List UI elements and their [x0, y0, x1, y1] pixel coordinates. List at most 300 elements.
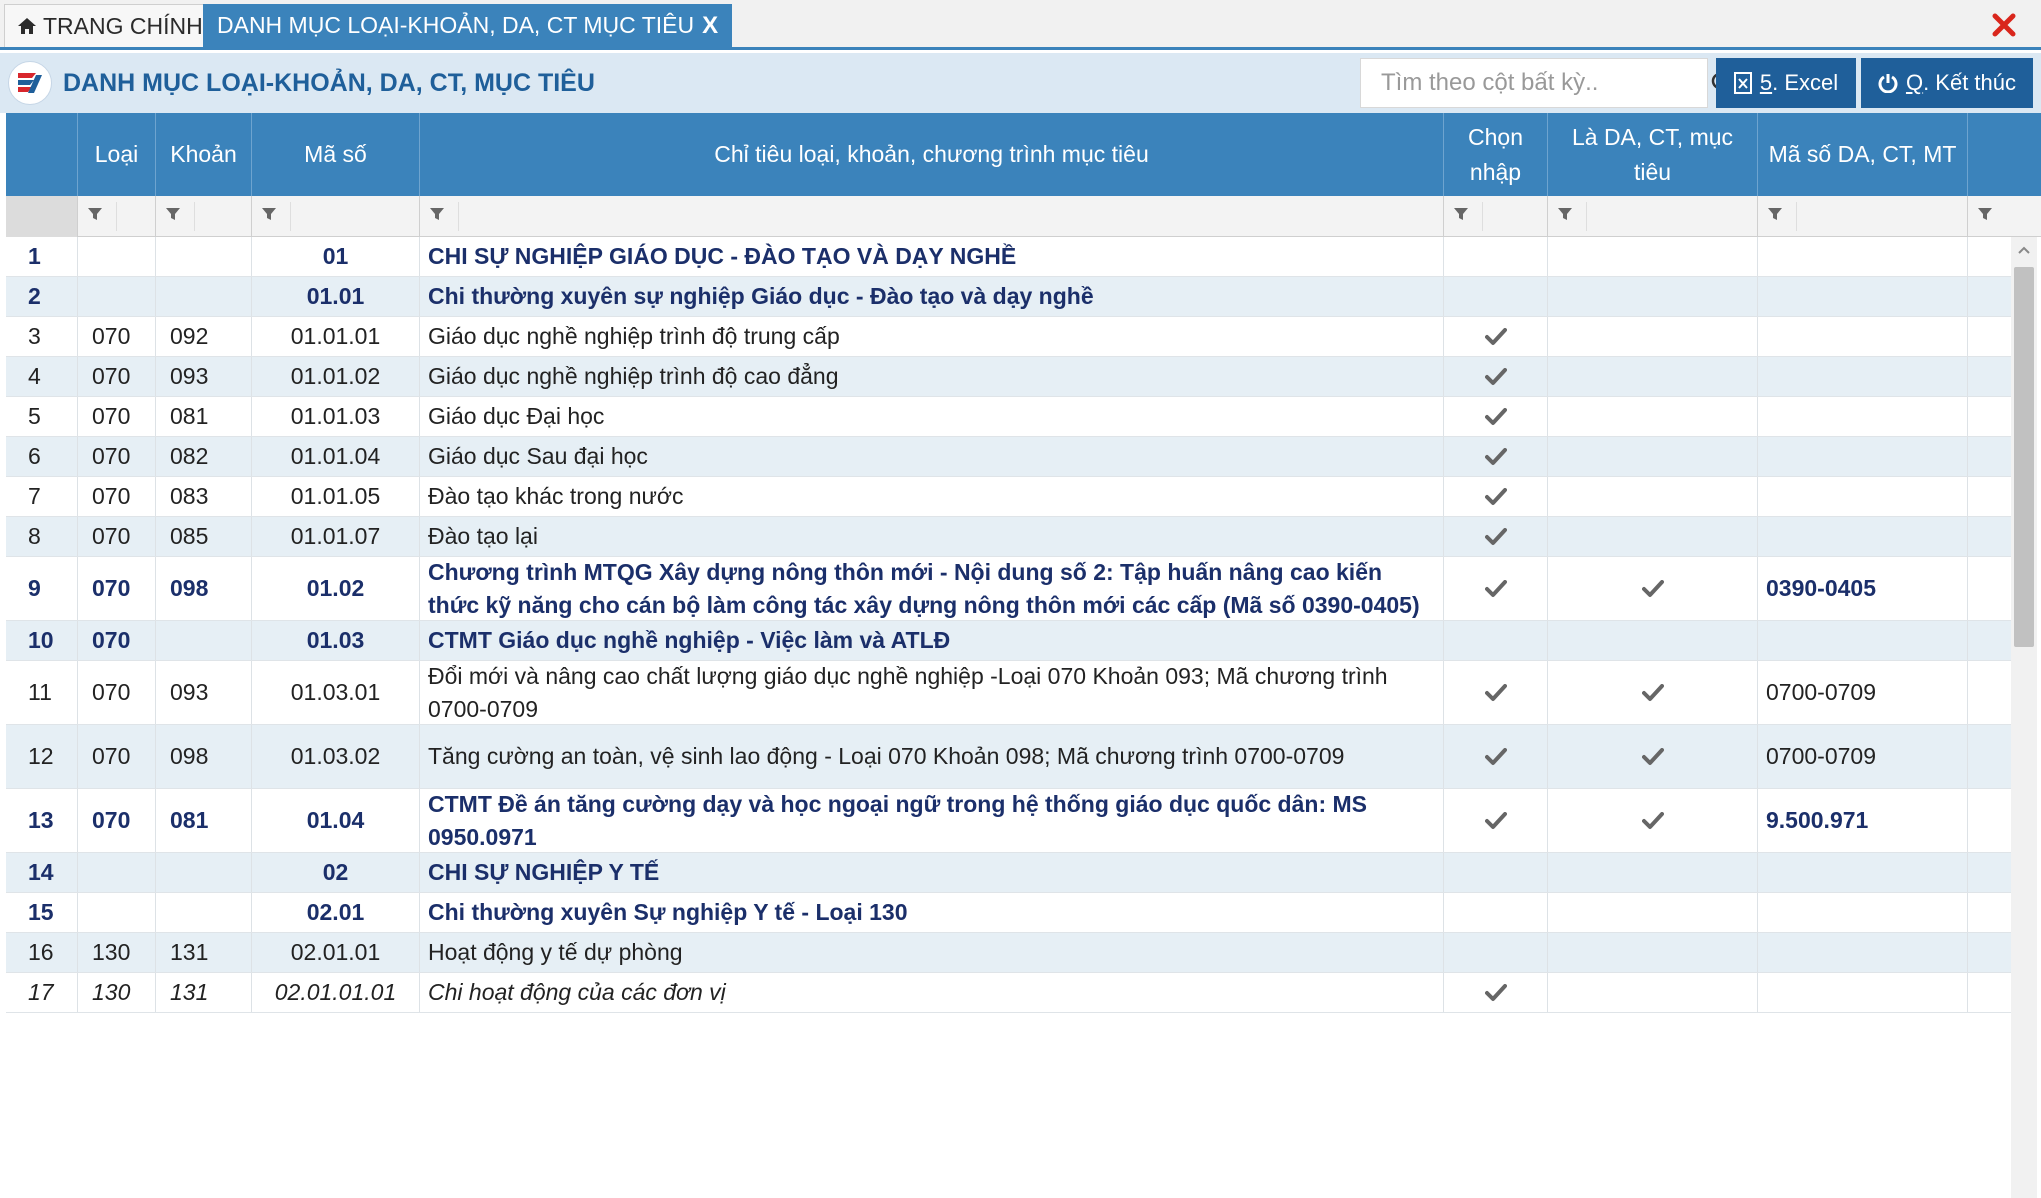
tab-home-label: TRANG CHÍNH: [43, 12, 203, 39]
cell-ma-so-da: [1758, 317, 1968, 356]
cell-chon-nhap: [1444, 437, 1548, 476]
cell-ma-so-text: 01.01.07: [290, 523, 381, 549]
cell-chi-tieu-text: Giáo dục Đại học: [428, 403, 605, 429]
cell-extra: [1968, 237, 2013, 276]
cell-khoan-text: 083: [170, 483, 209, 509]
cell-ma-so-da: [1758, 277, 1968, 316]
excel-export-button[interactable]: [1716, 58, 1856, 108]
cell-stt-text: 13: [28, 807, 54, 833]
cell-loai-text: 130: [92, 979, 131, 1005]
cell-chi-tieu-text: CTMT Đề án tăng cường dạy và học ngoại ngữ trong hệ thống giáo dục quốc dân: MS 0950.0971: [428, 790, 1367, 850]
cell-stt-text: 4: [28, 363, 41, 389]
col-header-ma-so[interactable]: Mã số: [252, 113, 420, 196]
cell-khoan: [156, 397, 252, 436]
cell-ma-so-text: 01.04: [306, 807, 365, 833]
grid-body: [6, 237, 2013, 1198]
cell-extra: [1968, 725, 2013, 788]
cell-khoan-text: 082: [170, 443, 209, 469]
cell-khoan-text: 098: [170, 743, 209, 769]
cell-chon-nhap: [1444, 893, 1548, 932]
filter-cell-ma-so-da[interactable]: [1758, 196, 1968, 237]
cell-chi-tieu-text: CTMT Giáo dục nghề nghiệp - Việc làm và ATLĐ: [428, 627, 951, 653]
cell-chi-tieu-text: Giáo dục nghề nghiệp trình độ cao đẳng: [428, 363, 839, 389]
cell-ma-so-da-text: 0700-0709: [1766, 679, 1876, 705]
check-icon: [1642, 812, 1664, 830]
cell-ma-so-text: 01.01.02: [290, 363, 381, 389]
cell-extra: [1968, 317, 2013, 356]
cell-chi-tieu: [420, 437, 1444, 476]
cell-ma-so: [252, 973, 420, 1012]
excel-button-label: 5. Excel: [1759, 70, 1839, 95]
cell-extra: [1968, 477, 2013, 516]
cell-stt: [6, 317, 78, 356]
cell-loai-text: 070: [92, 443, 131, 469]
table-row[interactable]: [6, 973, 2013, 1013]
cell-ma-so-da: [1758, 237, 1968, 276]
filter-icon[interactable]: [165, 206, 181, 227]
cell-chi-tieu-text: CHI SỰ NGHIỆP Y TẾ: [428, 859, 660, 885]
cell-ma-so-text: 01.02: [306, 575, 365, 601]
cell-ma-so-text: 01.03.01: [290, 679, 381, 705]
cell-chi-tieu: [420, 477, 1444, 516]
filter-cell-loai[interactable]: [78, 196, 156, 237]
cell-chon-nhap: [1444, 725, 1548, 788]
cell-ma-so: [252, 477, 420, 516]
filter-cell-khoan[interactable]: [156, 196, 252, 237]
cell-stt-text: 15: [28, 899, 54, 925]
filter-cell-la-da[interactable]: [1548, 196, 1758, 237]
filter-cell-stt: [6, 196, 78, 237]
data-grid: [6, 113, 2041, 1005]
table-row[interactable]: [6, 893, 2013, 933]
table-row[interactable]: [6, 277, 2013, 317]
cell-extra: [1968, 397, 2013, 436]
cell-la-da: [1548, 973, 1758, 1012]
table-row[interactable]: [6, 437, 2013, 477]
cell-la-da: [1548, 853, 1758, 892]
table-row[interactable]: [6, 517, 2013, 557]
filter-cell-chon-nhap[interactable]: [1444, 196, 1548, 237]
cell-extra: [1968, 437, 2013, 476]
cell-extra: [1968, 933, 2013, 972]
cell-stt: [6, 893, 78, 932]
col-header-chi-tieu[interactable]: Chỉ tiêu loại, khoản, chương trình mục tiêu: [420, 113, 1444, 196]
cell-extra: [1968, 973, 2013, 1012]
cell-loai-text: 070: [92, 403, 131, 429]
cell-ma-so-da: [1758, 477, 1968, 516]
cell-la-da: [1548, 517, 1758, 556]
cell-chi-tieu-text: Chi thường xuyên sự nghiệp Giáo dục - Đào tạo và dạy nghề: [428, 283, 1094, 309]
cell-chi-tieu-text: Chương trình MTQG Xây dựng nông thôn mới - Nội dung số 2: Tập huấn nâng cao kiến thức kỹ năng cho cán bộ làm công tác xây dựng nông thôn mới các cấp (Mã số 0390-0405): [428, 558, 1420, 618]
cell-stt: [6, 853, 78, 892]
cell-khoan: [156, 437, 252, 476]
cell-stt: [6, 397, 78, 436]
cell-loai-text: 070: [92, 575, 131, 601]
cell-chon-nhap: [1444, 661, 1548, 724]
cell-loai: [78, 893, 156, 932]
cell-loai-text: 070: [92, 679, 131, 705]
cell-loai-text: 070: [92, 483, 131, 509]
filter-icon[interactable]: [261, 206, 277, 227]
cell-chi-tieu: [420, 557, 1444, 620]
cell-stt: [6, 933, 78, 972]
cell-la-da: [1548, 317, 1758, 356]
cell-la-da: [1548, 557, 1758, 620]
cell-khoan-text: 131: [170, 979, 209, 1005]
cell-stt-text: 9: [28, 575, 41, 601]
cell-khoan: [156, 933, 252, 972]
cell-chi-tieu: [420, 517, 1444, 556]
table-row[interactable]: [6, 397, 2013, 437]
table-row[interactable]: [6, 317, 2013, 357]
cell-ma-so-da: [1758, 621, 1968, 660]
cell-ma-so-text: 02.01.01: [290, 939, 381, 965]
cell-chon-nhap: [1444, 621, 1548, 660]
check-icon: [1485, 488, 1507, 506]
table-row[interactable]: [6, 933, 2013, 973]
cell-la-da: [1548, 661, 1758, 724]
cell-ma-so: [252, 237, 420, 276]
cell-extra: [1968, 357, 2013, 396]
cell-khoan: [156, 725, 252, 788]
filter-cell-chi-tieu[interactable]: [420, 196, 1444, 237]
cell-chon-nhap: [1444, 853, 1548, 892]
table-row[interactable]: [6, 237, 2013, 277]
cell-loai: [78, 277, 156, 316]
cell-chi-tieu: [420, 789, 1444, 852]
cell-stt: [6, 277, 78, 316]
search-input[interactable]: [1361, 59, 1711, 107]
check-icon: [1485, 528, 1507, 546]
cell-la-da: [1548, 437, 1758, 476]
table-row[interactable]: [6, 557, 2013, 621]
cell-ma-so-da: [1758, 933, 1968, 972]
cell-extra: [1968, 557, 2013, 620]
cell-chon-nhap: [1444, 317, 1548, 356]
cell-ma-so-text: 01.01.05: [290, 483, 381, 509]
close-window-button[interactable]: [1989, 10, 2019, 40]
cell-khoan: [156, 317, 252, 356]
cell-chon-nhap: [1444, 277, 1548, 316]
cell-loai-text: 130: [92, 939, 131, 965]
cell-la-da: [1548, 725, 1758, 788]
tab-home[interactable]: [4, 4, 216, 47]
cell-chi-tieu: [420, 621, 1444, 660]
cell-la-da: [1548, 397, 1758, 436]
filter-cell-ma-so[interactable]: [252, 196, 420, 237]
cell-chon-nhap: [1444, 517, 1548, 556]
cell-stt-text: 1: [28, 243, 41, 269]
cell-stt-text: 17: [28, 979, 54, 1005]
tab-danh-muc-label: DANH MỤC LOẠI-KHOẢN, DA, CT MỤC TIÊU: [217, 12, 695, 38]
cell-chi-tieu-text: CHI SỰ NGHIỆP GIÁO DỤC - ĐÀO TẠO VÀ DẠY NGHỀ: [428, 243, 1017, 269]
cell-chon-nhap: [1444, 397, 1548, 436]
cell-chi-tieu-text: Giáo dục Sau đại học: [428, 443, 648, 469]
cell-loai-text: 070: [92, 743, 131, 769]
col-header-la-da[interactable]: Là DA, CT, mục tiêu: [1548, 113, 1758, 196]
cell-loai: [78, 237, 156, 276]
cell-chi-tieu-text: Tăng cường an toàn, vệ sinh lao động - Loại 070 Khoản 098; Mã chương trình 0700-0709: [428, 743, 1345, 769]
cell-stt: [6, 973, 78, 1012]
cell-ma-so-da: [1758, 661, 1968, 724]
cell-ma-so-da: [1758, 397, 1968, 436]
cell-loai: [78, 621, 156, 660]
cell-extra: [1968, 853, 2013, 892]
cell-stt-text: 7: [28, 483, 41, 509]
cell-khoan: [156, 789, 252, 852]
cell-loai: [78, 557, 156, 620]
scroll-thumb[interactable]: [2014, 267, 2034, 647]
cell-ma-so: [252, 661, 420, 724]
cell-stt-text: 8: [28, 523, 41, 549]
cell-ma-so-da: [1758, 437, 1968, 476]
cell-stt: [6, 557, 78, 620]
cell-la-da: [1548, 789, 1758, 852]
cell-chon-nhap: [1444, 789, 1548, 852]
cell-loai: [78, 517, 156, 556]
cell-khoan: [156, 357, 252, 396]
cell-stt: [6, 437, 78, 476]
cell-ma-so: [252, 621, 420, 660]
cell-loai: [78, 397, 156, 436]
check-icon: [1485, 984, 1507, 1002]
col-header-chon-nhap[interactable]: Chọn nhập: [1444, 113, 1548, 196]
check-icon: [1642, 748, 1664, 766]
check-icon: [1642, 684, 1664, 702]
filter-cell-extra[interactable]: [1968, 196, 2041, 237]
cell-ma-so-da-text: 0700-0709: [1766, 743, 1876, 769]
grid-filter-row: [6, 196, 2041, 237]
cell-ma-so: [252, 789, 420, 852]
exit-button-label: Q. Kết thúc: [1905, 70, 2017, 95]
cell-khoan-text: 092: [170, 323, 209, 349]
cell-khoan-text: 093: [170, 679, 209, 705]
cell-ma-so-da: [1758, 789, 1968, 852]
cell-extra: [1968, 789, 2013, 852]
filter-icon[interactable]: [1453, 206, 1469, 227]
cell-chon-nhap: [1444, 933, 1548, 972]
check-icon: [1485, 812, 1507, 830]
cell-stt-text: 3: [28, 323, 41, 349]
cell-ma-so-text: 01.03: [306, 627, 365, 653]
cell-chi-tieu-text: Chi thường xuyên Sự nghiệp Y tế - Loại 130: [428, 899, 908, 925]
cell-khoan: [156, 517, 252, 556]
cell-ma-so: [252, 557, 420, 620]
check-icon: [1485, 580, 1507, 598]
cell-khoan: [156, 277, 252, 316]
table-row[interactable]: [6, 477, 2013, 517]
cell-loai: [78, 973, 156, 1012]
cell-chi-tieu: [420, 853, 1444, 892]
cell-chi-tieu: [420, 725, 1444, 788]
cell-loai: [78, 789, 156, 852]
cell-khoan: [156, 237, 252, 276]
filter-icon[interactable]: [1557, 206, 1573, 227]
cell-ma-so-da: [1758, 893, 1968, 932]
cell-stt-text: 6: [28, 443, 41, 469]
vertical-scrollbar[interactable]: [2011, 237, 2037, 1198]
cell-extra: [1968, 621, 2013, 660]
table-row[interactable]: [6, 789, 2013, 853]
cell-stt: [6, 477, 78, 516]
page-title: DANH MỤC LOẠI-KHOẢN, DA, CT, MỤC TIÊU: [63, 69, 595, 97]
filter-icon[interactable]: [429, 206, 445, 227]
cell-extra: [1968, 277, 2013, 316]
tab-close-button[interactable]: X: [702, 11, 719, 39]
cell-stt-text: 2: [28, 283, 41, 309]
cell-chi-tieu-text: Hoạt động y tế dự phòng: [428, 939, 683, 965]
filter-icon[interactable]: [1977, 206, 1993, 227]
cell-loai: [78, 437, 156, 476]
cell-extra: [1968, 893, 2013, 932]
cell-chi-tieu: [420, 317, 1444, 356]
cell-stt: [6, 517, 78, 556]
cell-chon-nhap: [1444, 973, 1548, 1012]
cell-stt-text: 5: [28, 403, 41, 429]
filter-icon[interactable]: [87, 206, 103, 227]
table-row[interactable]: [6, 357, 2013, 397]
cell-ma-so: [252, 893, 420, 932]
col-header-stt[interactable]: [6, 113, 78, 196]
cell-loai: [78, 853, 156, 892]
cell-la-da: [1548, 621, 1758, 660]
search-box[interactable]: [1360, 58, 1708, 108]
cell-chon-nhap: [1444, 357, 1548, 396]
cell-chi-tieu: [420, 237, 1444, 276]
cell-ma-so: [252, 853, 420, 892]
check-icon: [1485, 328, 1507, 346]
check-icon: [1485, 408, 1507, 426]
table-row[interactable]: [6, 725, 2013, 789]
cell-loai-text: 070: [92, 323, 131, 349]
cell-chi-tieu: [420, 277, 1444, 316]
cell-ma-so-text: 01.01.03: [290, 403, 381, 429]
power-icon: [1878, 73, 1898, 93]
close-icon: [1992, 13, 2016, 37]
cell-ma-so: [252, 317, 420, 356]
cell-stt: [6, 357, 78, 396]
cell-khoan-text: 081: [170, 403, 209, 429]
cell-khoan: [156, 893, 252, 932]
tab-bar: [0, 0, 2041, 50]
cell-ma-so: [252, 517, 420, 556]
cell-la-da: [1548, 277, 1758, 316]
cell-stt-text: 16: [28, 939, 54, 965]
cell-ma-so-da: [1758, 973, 1968, 1012]
cell-ma-so: [252, 277, 420, 316]
col-header-ma-so-da[interactable]: Mã số DA, CT, MT: [1758, 113, 1968, 196]
table-row[interactable]: [6, 853, 2013, 893]
cell-chi-tieu: [420, 661, 1444, 724]
cell-ma-so: [252, 397, 420, 436]
cell-stt: [6, 621, 78, 660]
check-icon: [1485, 368, 1507, 386]
cell-chon-nhap: [1444, 237, 1548, 276]
cell-ma-so-text: 01.01.04: [290, 443, 381, 469]
filter-icon[interactable]: [1767, 206, 1783, 227]
cell-stt: [6, 789, 78, 852]
cell-khoan: [156, 661, 252, 724]
cell-loai: [78, 317, 156, 356]
cell-stt-text: 12: [28, 743, 54, 769]
cell-khoan: [156, 621, 252, 660]
cell-ma-so-da: [1758, 357, 1968, 396]
cell-la-da: [1548, 477, 1758, 516]
cell-khoan: [156, 477, 252, 516]
cell-extra: [1968, 661, 2013, 724]
cell-ma-so: [252, 725, 420, 788]
cell-khoan: [156, 853, 252, 892]
cell-chi-tieu-text: Đào tạo khác trong nước: [428, 483, 684, 509]
col-header-extra[interactable]: [1968, 113, 2041, 196]
check-icon: [1485, 684, 1507, 702]
cell-ma-so-text: 01.03.02: [290, 743, 381, 769]
table-row[interactable]: [6, 621, 2013, 661]
cell-stt-text: 14: [28, 859, 54, 885]
cell-khoan-text: 085: [170, 523, 209, 549]
cell-ma-so-da: [1758, 853, 1968, 892]
app-logo: [8, 61, 52, 105]
cell-loai-text: 070: [92, 363, 131, 389]
grid-header-row: [6, 113, 2041, 196]
cell-ma-so-text: 02.01.01.01: [274, 979, 397, 1005]
home-icon: [17, 17, 37, 35]
cell-chi-tieu-text: Đào tạo lại: [428, 523, 538, 549]
cell-ma-so-da: [1758, 725, 1968, 788]
cell-chi-tieu: [420, 933, 1444, 972]
cell-ma-so-text: 01.01: [306, 283, 365, 309]
cell-la-da: [1548, 237, 1758, 276]
check-icon: [1485, 448, 1507, 466]
cell-loai: [78, 357, 156, 396]
cell-stt: [6, 661, 78, 724]
cell-loai: [78, 661, 156, 724]
cell-ma-so: [252, 933, 420, 972]
cell-khoan-text: 093: [170, 363, 209, 389]
cell-khoan-text: 131: [170, 939, 209, 965]
col-header-loai[interactable]: Loại: [78, 113, 156, 196]
cell-loai: [78, 477, 156, 516]
check-icon: [1485, 748, 1507, 766]
cell-khoan: [156, 557, 252, 620]
cell-ma-so: [252, 357, 420, 396]
scroll-up-icon[interactable]: [2011, 237, 2037, 263]
cell-ma-so-da-text: 0390-0405: [1766, 575, 1876, 601]
cell-ma-so: [252, 437, 420, 476]
cell-stt-text: 11: [28, 679, 52, 705]
col-header-khoan[interactable]: Khoản: [156, 113, 252, 196]
cell-la-da: [1548, 933, 1758, 972]
cell-chi-tieu: [420, 973, 1444, 1012]
cell-ma-so-text: 01.01.01: [290, 323, 381, 349]
cell-chi-tieu-text: Chi hoạt động của các đơn vị: [428, 979, 726, 1005]
cell-chi-tieu-text: Giáo dục nghề nghiệp trình độ trung cấp: [428, 323, 840, 349]
table-row[interactable]: [6, 661, 2013, 725]
cell-la-da: [1548, 893, 1758, 932]
cell-chi-tieu: [420, 357, 1444, 396]
cell-khoan: [156, 973, 252, 1012]
tab-danh-muc[interactable]: [203, 4, 732, 47]
cell-stt: [6, 725, 78, 788]
excel-icon: [1734, 72, 1752, 94]
check-icon: [1642, 580, 1664, 598]
cell-chi-tieu-text: Đổi mới và nâng cao chất lượng giáo dục nghề nghiệp -Loại 070 Khoản 093; Mã chương trình 0700-0709: [428, 662, 1388, 722]
exit-button[interactable]: [1861, 58, 2033, 108]
cell-stt-text: 10: [28, 627, 54, 653]
cell-ma-so-text: 02.01: [306, 899, 365, 925]
cell-la-da: [1548, 357, 1758, 396]
cell-chi-tieu: [420, 893, 1444, 932]
